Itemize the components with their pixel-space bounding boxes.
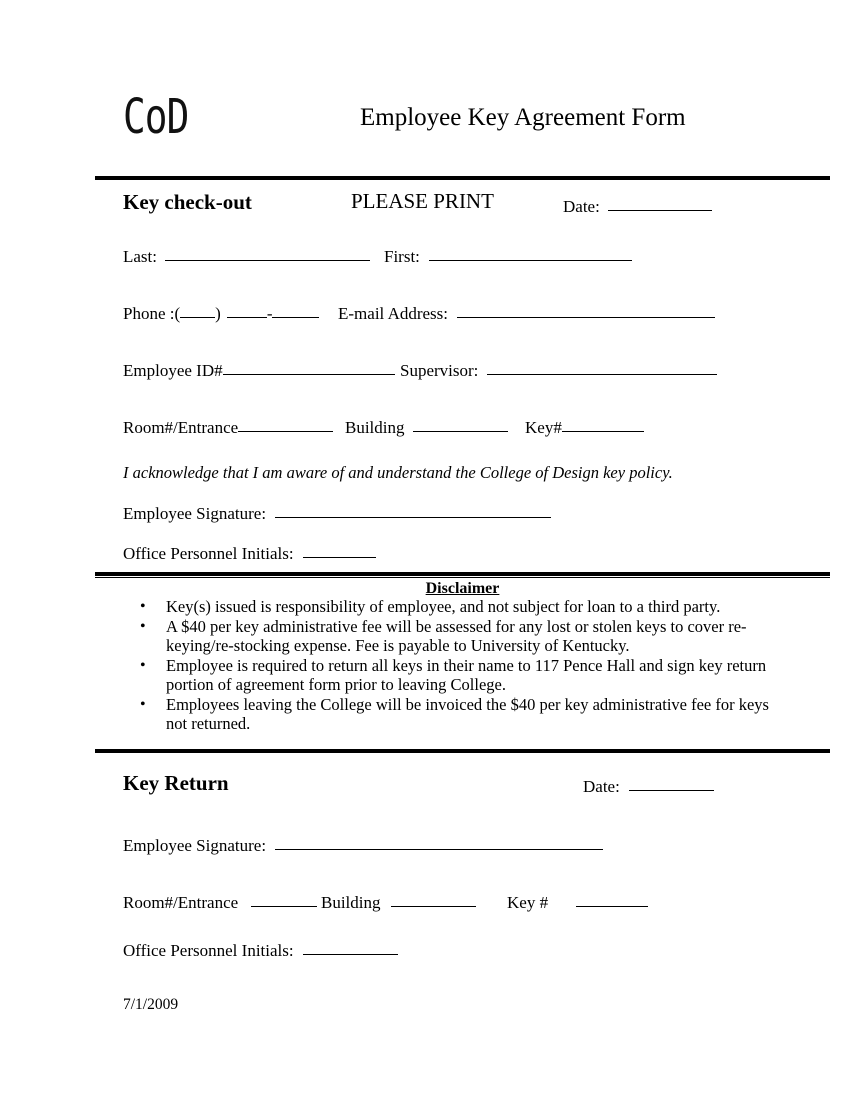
checkout-key-input[interactable] <box>562 416 644 432</box>
return-key-label: Key # <box>507 893 549 912</box>
phone-field <box>123 302 319 325</box>
return-date-input[interactable] <box>629 775 714 791</box>
key-return-heading: Key Return <box>123 771 229 795</box>
phone-dash: - <box>266 304 273 323</box>
checkout-date-field <box>563 195 712 218</box>
please-print-label: PLEASE PRINT <box>351 189 494 213</box>
list-item-text: Employee is required to return all keys in their name to 117 Pence Hall and sign key return portion of agreement form prior to leaving College. <box>166 655 767 694</box>
last-name-label: Last: <box>123 247 157 266</box>
return-signature-field <box>123 834 603 857</box>
bullet-icon: • <box>140 598 146 615</box>
checkout-room-input[interactable] <box>238 416 333 432</box>
checkout-date-label: Date: <box>563 197 600 216</box>
return-signature-label: Employee Signature: <box>123 836 267 855</box>
bullet-icon: • <box>140 656 146 674</box>
return-building-input[interactable] <box>391 891 476 907</box>
phone-area-code-input[interactable] <box>180 302 215 318</box>
phone-line-input[interactable] <box>272 302 319 318</box>
employee-id-field <box>123 359 395 382</box>
disclaimer-top-divider <box>95 572 830 578</box>
checkout-building-input[interactable] <box>413 416 508 432</box>
supervisor-field <box>400 359 717 382</box>
last-name-field <box>123 245 370 268</box>
return-room-field <box>123 891 317 914</box>
return-room-input[interactable] <box>251 891 317 907</box>
email-input[interactable] <box>457 302 715 318</box>
list-item <box>130 617 770 656</box>
page-title: Employee Key Agreement Form <box>360 104 686 131</box>
footer-revision-date: 7/1/2009 <box>123 996 179 1013</box>
supervisor-input[interactable] <box>487 359 717 375</box>
disclaimer-bottom-divider <box>95 749 830 753</box>
checkout-date-input[interactable] <box>608 195 712 211</box>
bullet-icon: • <box>140 695 146 713</box>
return-initials-input[interactable] <box>303 939 398 955</box>
bullet-icon: • <box>140 617 146 635</box>
checkout-key-label: Key# <box>525 418 562 437</box>
checkout-building-label: Building <box>345 418 405 437</box>
checkout-initials-label: Office Personnel Initials: <box>123 544 294 563</box>
list-item <box>130 597 770 617</box>
return-date-field <box>583 775 714 798</box>
return-initials-field <box>123 939 398 962</box>
checkout-room-label: Room#/Entrance <box>123 418 239 437</box>
phone-label: Phone :( <box>123 304 181 323</box>
acknowledgement-text: I acknowledge that I am aware of and understand the College of Design key policy. <box>123 463 673 482</box>
cod-logo: CoD <box>123 88 189 145</box>
return-initials-label: Office Personnel Initials: <box>123 941 294 960</box>
last-name-input[interactable] <box>165 245 370 261</box>
list-item <box>130 656 770 695</box>
return-date-label: Date: <box>583 777 620 796</box>
document-header <box>95 88 830 158</box>
checkout-signature-field <box>123 502 551 525</box>
first-name-field <box>384 245 632 268</box>
checkout-initials-input[interactable] <box>303 542 376 558</box>
return-building-label: Building <box>321 893 381 912</box>
return-room-label: Room#/Entrance <box>123 893 239 912</box>
return-key-input[interactable] <box>576 891 648 907</box>
email-field <box>338 302 715 325</box>
list-item-text: Key(s) issued is responsibility of employee, and not subject for loan to a third party. <box>166 597 721 616</box>
checkout-initials-field <box>123 542 376 565</box>
first-name-label: First: <box>384 247 420 266</box>
phone-prefix-input[interactable] <box>227 302 267 318</box>
return-signature-input[interactable] <box>275 834 603 850</box>
disclaimer-heading: Disclaimer <box>425 580 500 597</box>
list-item-text: A $40 per key administrative fee will be assessed for any lost or stolen keys to cover re-keying/re-stocking expense. Fee is payable to University of Kentucky. <box>166 616 747 655</box>
return-key-field <box>507 891 648 914</box>
employee-id-input[interactable] <box>223 359 395 375</box>
email-label: E-mail Address: <box>338 304 449 323</box>
list-item-text: Employees leaving the College will be invoiced the $40 per key administrative fee for keys not returned. <box>166 694 769 733</box>
employee-id-label: Employee ID# <box>123 361 223 380</box>
phone-paren-close: ) <box>215 304 221 323</box>
key-checkout-heading: Key check-out <box>123 190 252 214</box>
checkout-room-field <box>123 416 333 439</box>
first-name-input[interactable] <box>429 245 632 261</box>
header-divider <box>95 176 830 180</box>
disclaimer-list <box>130 597 770 734</box>
list-item <box>130 695 770 734</box>
return-building-field <box>321 891 476 914</box>
checkout-building-field <box>345 416 508 439</box>
checkout-signature-input[interactable] <box>275 502 551 518</box>
supervisor-label: Supervisor: <box>400 361 479 380</box>
checkout-signature-label: Employee Signature: <box>123 504 267 523</box>
checkout-key-field <box>525 416 644 439</box>
